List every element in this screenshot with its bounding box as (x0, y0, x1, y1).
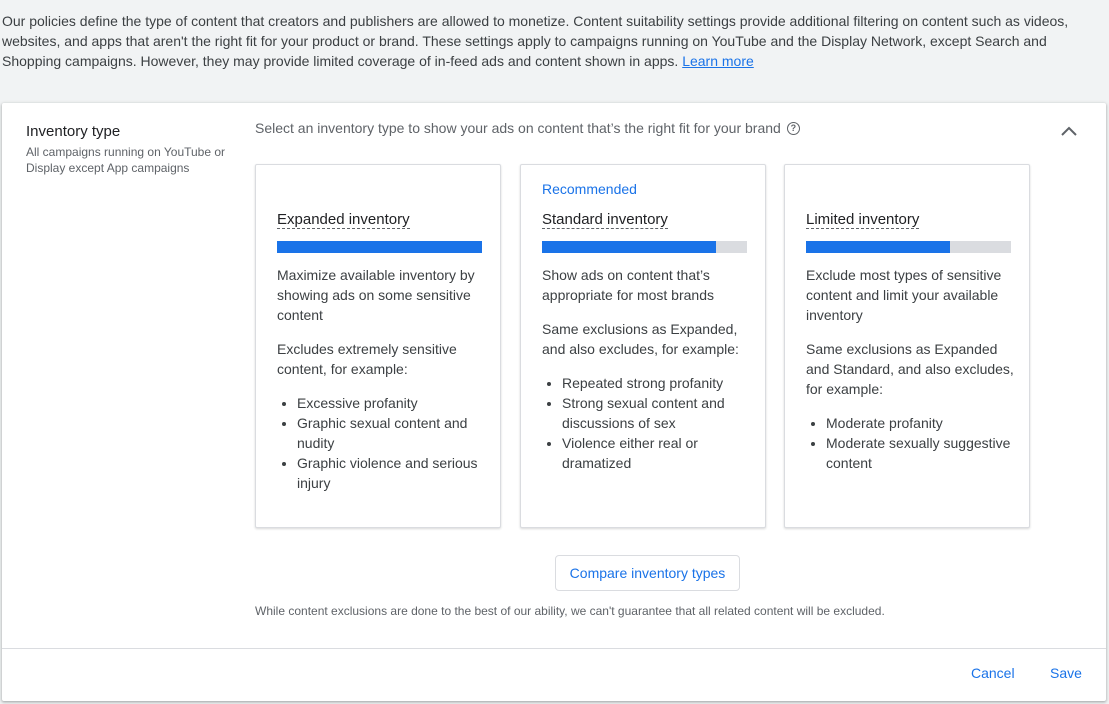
card-title: Limited inventory (806, 211, 920, 228)
card-title: Standard inventory (542, 211, 668, 228)
inventory-level-fill (542, 241, 716, 253)
inventory-level-bar (542, 241, 747, 253)
list-item: • Moderate profanity (826, 413, 1016, 433)
card-exclusions-list (806, 413, 1016, 473)
inventory-level-fill (277, 241, 482, 253)
card-title: Expanded inventory (277, 211, 410, 228)
card-description: Maximize available inventory by showing ads on some sensitive content (277, 267, 475, 323)
card-description: Show ads on content that’s appropriate for most brands (542, 267, 714, 303)
card-standard-inventory[interactable] (520, 164, 766, 528)
list-item: • Repeated strong profanity (562, 373, 752, 393)
inventory-type-panel (2, 103, 1106, 701)
card-exclusions-list (277, 393, 487, 493)
list-item: • Moderate sexually suggestive content (826, 433, 1016, 473)
inventory-prompt (255, 120, 800, 136)
exclusion-disclaimer: While content exclusions are done to the best of our ability, we can't guarantee that all related content will be excluded. (255, 604, 885, 618)
list-item: • Excessive profanity (297, 393, 487, 413)
learn-more-link[interactable]: Learn more (682, 53, 754, 69)
section-subtitle: All campaigns running on YouTube or Display except App campaigns (26, 145, 226, 175)
inventory-level-bar (277, 241, 482, 253)
card-description: Exclude most types of sensitive content and limit your available inventory (806, 267, 1002, 323)
card-limited-inventory[interactable] (784, 164, 1030, 528)
list-item: • Strong sexual content and discussions of sex (562, 393, 752, 433)
inventory-level-fill (806, 241, 950, 253)
list-item: • Graphic sexual content and nudity (297, 413, 487, 453)
policy-intro (2, 11, 1102, 71)
card-exclusions-list (542, 373, 752, 473)
policy-intro-text: Our policies define the type of content that creators and publishers are allowed to monetize. Content suitability settings provide additional filtering on content such as videos, websites, and apps that aren't the right fit for your product or brand. These settings apply to campaigns running on YouTube and the Display Network, except Search and Shopping campaigns. However, they may provide limited coverage of in-feed ads and content shown in apps. (2, 13, 1069, 69)
card-expanded-inventory[interactable] (255, 164, 501, 528)
card-exclusions-intro: Same exclusions as Expanded and Standard, and also excludes, for example: (806, 341, 1014, 397)
section-title: Inventory type (26, 123, 121, 140)
collapse-chevron-up-icon[interactable] (1059, 121, 1079, 141)
compare-inventory-types-button[interactable]: Compare inventory types (555, 555, 740, 591)
list-item: • Graphic violence and serious injury (297, 453, 487, 493)
cancel-button[interactable]: Cancel (971, 665, 1015, 681)
list-item: • Violence either real or dramatized (562, 433, 752, 473)
help-icon[interactable]: ? (787, 122, 800, 135)
inventory-level-bar (806, 241, 1011, 253)
recommended-badge: Recommended (542, 181, 637, 197)
footer-divider (2, 648, 1106, 649)
inventory-prompt-text: Select an inventory type to show your ads on content that’s the right fit for your brand (255, 120, 781, 136)
save-button[interactable]: Save (1050, 665, 1082, 681)
card-exclusions-intro: Same exclusions as Expanded, and also excludes, for example: (542, 321, 739, 357)
card-exclusions-intro: Excludes extremely sensitive content, for example: (277, 341, 457, 377)
